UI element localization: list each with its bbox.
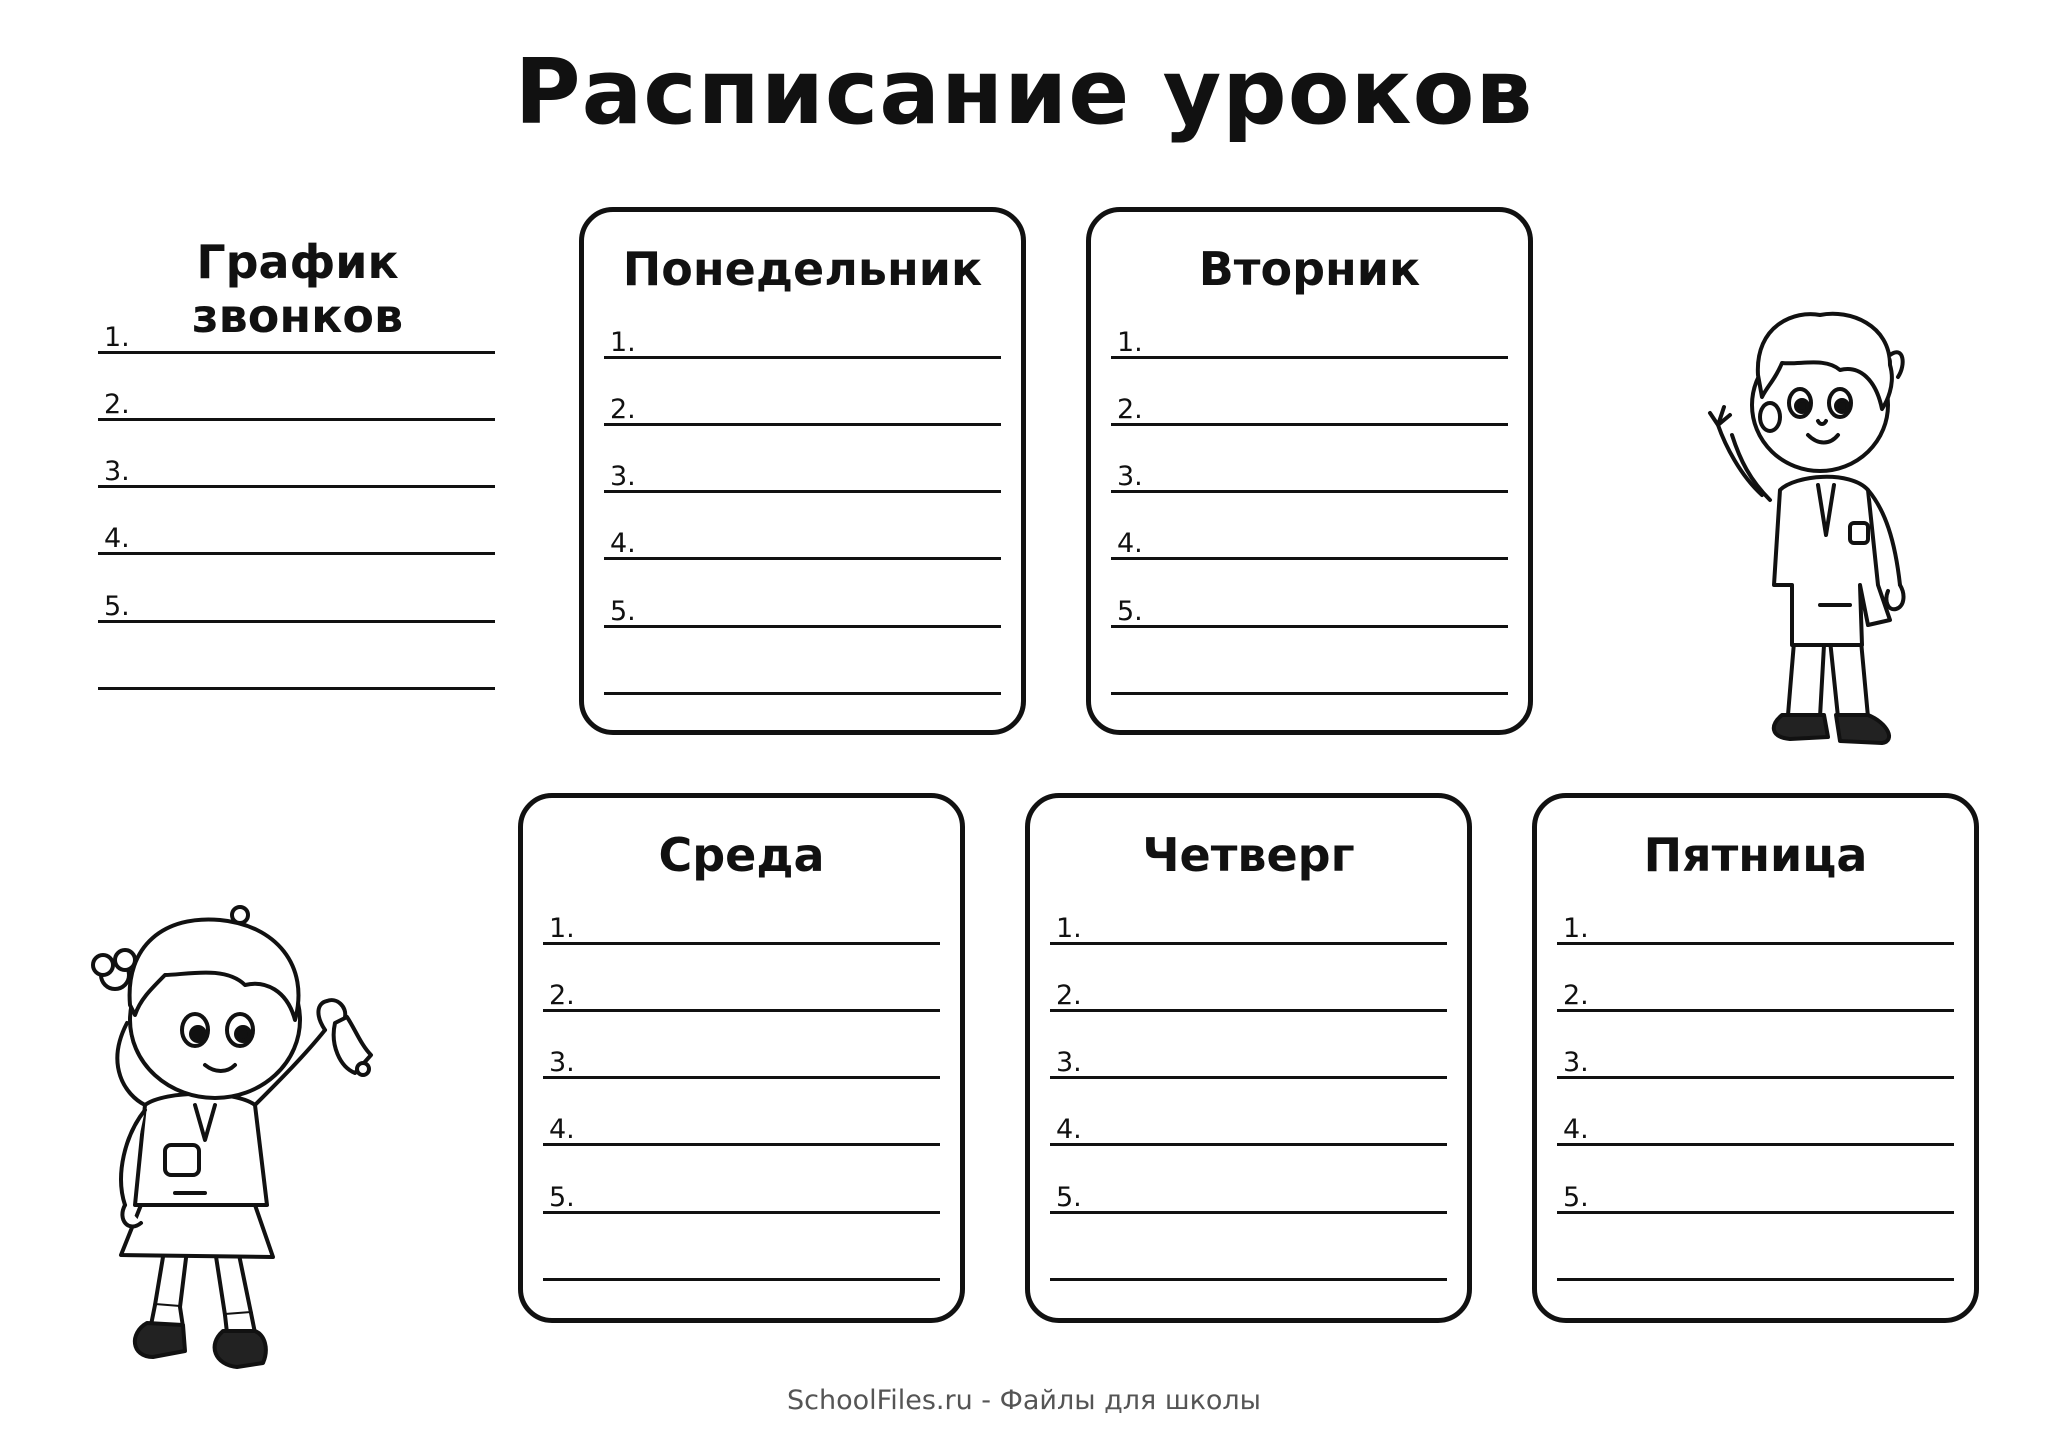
lesson-line-5[interactable]: 5.: [1050, 1182, 1447, 1214]
lesson-line-5[interactable]: 5.: [604, 596, 1001, 628]
lesson-line-1[interactable]: 1.: [1111, 327, 1508, 359]
bell-line-6[interactable]: [98, 658, 495, 690]
lesson-line-1[interactable]: 1.: [1050, 913, 1447, 945]
lesson-line-6[interactable]: [1050, 1249, 1447, 1281]
day-title-wednesday: Среда: [658, 828, 825, 882]
lesson-line-2[interactable]: 2.: [604, 394, 1001, 426]
lesson-line-4[interactable]: 4.: [1111, 528, 1508, 560]
lesson-line-5[interactable]: 5.: [1557, 1182, 1954, 1214]
lesson-line-3[interactable]: 3.: [1050, 1047, 1447, 1079]
day-card-tuesday: [1086, 207, 1533, 735]
day-title-thursday: Четверг: [1142, 828, 1355, 882]
bell-line-5[interactable]: 5.: [98, 591, 495, 623]
girl-illustration: [55, 905, 395, 1385]
lesson-line-4[interactable]: 4.: [543, 1114, 940, 1146]
lesson-line-6[interactable]: [1111, 663, 1508, 695]
day-title-friday: Пятница: [1643, 828, 1868, 882]
day-card-thursday: [1025, 793, 1472, 1323]
footer-text: SchoolFiles.ru - Файлы для школы: [787, 1385, 1261, 1416]
day-title-tuesday: Вторник: [1198, 242, 1421, 296]
bell-line-4[interactable]: 4.: [98, 523, 495, 555]
bell-line-2[interactable]: 2.: [98, 389, 495, 421]
lesson-line-6[interactable]: [604, 663, 1001, 695]
lesson-line-4[interactable]: 4.: [604, 528, 1001, 560]
lesson-line-1[interactable]: 1.: [1557, 913, 1954, 945]
lesson-line-6[interactable]: [543, 1249, 940, 1281]
lesson-line-6[interactable]: [1557, 1249, 1954, 1281]
lesson-line-1[interactable]: 1.: [604, 327, 1001, 359]
lesson-line-3[interactable]: 3.: [604, 461, 1001, 493]
bell-line-3[interactable]: 3.: [98, 456, 495, 488]
lesson-line-4[interactable]: 4.: [1050, 1114, 1447, 1146]
lesson-line-3[interactable]: 3.: [1557, 1047, 1954, 1079]
lesson-line-5[interactable]: 5.: [1111, 596, 1508, 628]
lesson-line-2[interactable]: 2.: [1111, 394, 1508, 426]
day-card-wednesday: [518, 793, 965, 1323]
page-title: Расписание уроков: [514, 40, 1534, 145]
bell-schedule-title: График звонков: [191, 235, 404, 343]
day-card-monday: [579, 207, 1026, 735]
lesson-line-2[interactable]: 2.: [1557, 980, 1954, 1012]
day-title-monday: Понедельник: [622, 242, 983, 296]
lesson-line-1[interactable]: 1.: [543, 913, 940, 945]
lesson-line-2[interactable]: 2.: [1050, 980, 1447, 1012]
bell-schedule: [95, 205, 500, 695]
lesson-line-2[interactable]: 2.: [543, 980, 940, 1012]
bell-line-1[interactable]: 1.: [98, 322, 495, 354]
day-card-friday: [1532, 793, 1979, 1323]
lesson-line-4[interactable]: 4.: [1557, 1114, 1954, 1146]
boy-illustration: [1700, 285, 1930, 755]
lesson-line-5[interactable]: 5.: [543, 1182, 940, 1214]
lesson-line-3[interactable]: 3.: [543, 1047, 940, 1079]
lesson-line-3[interactable]: 3.: [1111, 461, 1508, 493]
